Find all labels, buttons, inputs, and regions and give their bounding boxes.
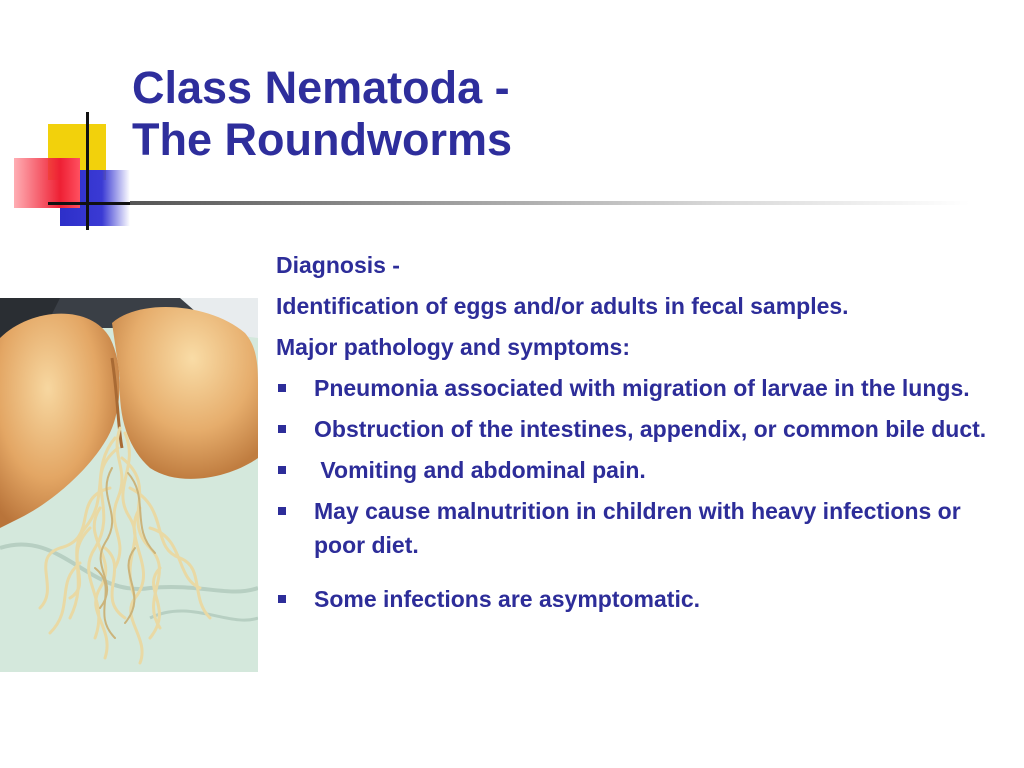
square-bullet-icon — [278, 595, 286, 603]
title-line-1: Class Nematoda - — [132, 62, 510, 113]
pathology-heading: Major pathology and symptoms: — [276, 334, 630, 360]
logo-horizontal-line — [48, 202, 140, 205]
list-item-text: May cause malnutrition in children with heavy infections or poor diet. — [314, 498, 961, 558]
list-item — [276, 582, 1006, 616]
slide-title — [132, 62, 512, 166]
square-bullet-icon — [278, 507, 286, 515]
list-item — [276, 453, 1006, 487]
list-item-text: Some infections are asymptomatic. — [314, 586, 701, 612]
square-bullet-icon — [278, 425, 286, 433]
slide-body — [276, 248, 1006, 623]
diagnosis-heading: Diagnosis - — [276, 252, 400, 278]
square-bullet-icon — [278, 384, 286, 392]
square-bullet-icon — [278, 466, 286, 474]
symptom-list — [276, 371, 1006, 616]
logo-red-square — [14, 158, 80, 208]
list-item-text: Vomiting and abdominal pain. — [314, 457, 646, 483]
photo-illustration — [0, 298, 258, 672]
title-line-2: The Roundworms — [132, 113, 512, 165]
title-divider — [130, 201, 970, 205]
list-item — [276, 412, 1006, 446]
roundworm-infection-photo — [0, 298, 258, 672]
logo-vertical-line — [86, 112, 89, 230]
list-item — [276, 371, 1006, 405]
list-item-text: Obstruction of the intestines, appendix, or common bile duct. — [314, 416, 987, 442]
list-item — [276, 494, 1006, 562]
list-item-text: Pneumonia associated with migration of larvae in the lungs. — [314, 375, 970, 401]
corner-logo — [0, 100, 140, 230]
diagnosis-text: Identification of eggs and/or adults in fecal samples. — [276, 293, 849, 319]
